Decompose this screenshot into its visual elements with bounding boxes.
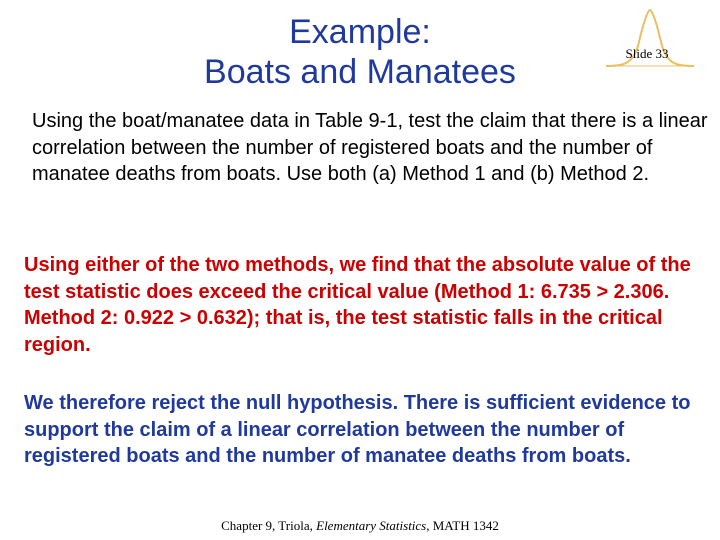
title-line-1: Example: <box>289 13 431 51</box>
problem-paragraph: Using the boat/manatee data in Table 9-1, test the claim that there is a linear correlation between the number of registered boats and the number of manatee deaths from boats. Use both (a) Method 1 and (b) Method 2. <box>32 110 708 185</box>
result-paragraph: Using either of the two methods, we find that the absolute value of the test statistic does exceed the critical value (Method 1: 6.735 > 2.306. Method 2: 0.922 > 0.632); that is, the test statistic falls in the critical region. <box>24 254 691 356</box>
conclusion-paragraph: We therefore reject the null hypothesis. There is sufficient evidence to support the claim of a linear correlation between the number of registered boats and the number of manatee deaths from boats. <box>24 392 691 467</box>
slide-title <box>150 12 570 92</box>
footer <box>0 518 720 534</box>
title-line-2: Boats and Manatees <box>204 53 516 91</box>
footer-prefix: Chapter 9, Triola, <box>221 518 317 533</box>
footer-book-title: Elementary Statistics <box>316 518 427 533</box>
slide-number: Slide 33 <box>625 46 669 61</box>
bell-curve-icon <box>604 6 696 72</box>
footer-suffix: , MATH 1342 <box>426 518 499 533</box>
